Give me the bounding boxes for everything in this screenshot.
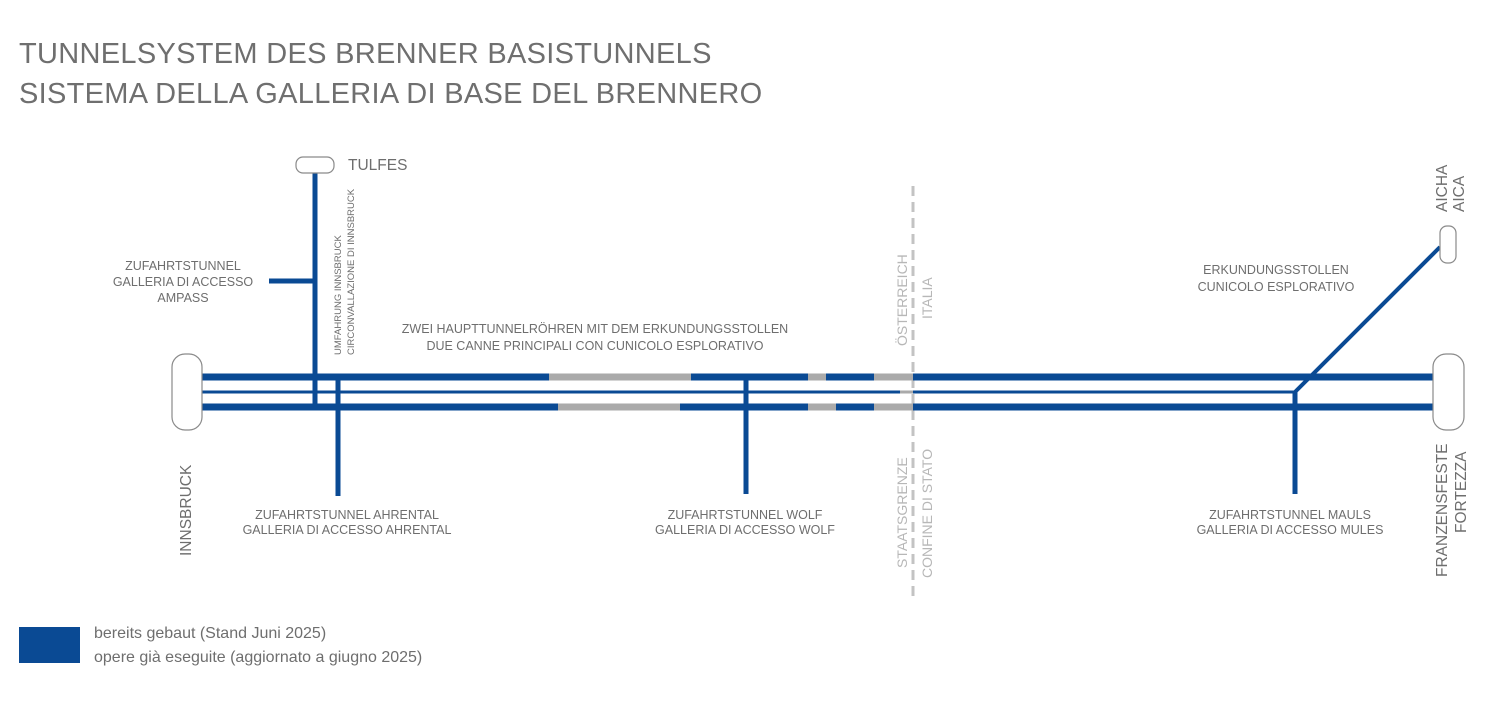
legend-swatch-built [19,627,80,663]
tulfes-portal [296,157,334,173]
exploratory-tunnel-label [1198,263,1355,294]
mauls-label [1197,508,1384,537]
svg-text:CUNICOLO ESPLORATIVO: CUNICOLO ESPLORATIVO [1197,280,1355,294]
svg-text:ZWEI HAUPTTUNNELRÖHREN MIT DEM: ZWEI HAUPTTUNNELRÖHREN MIT DEM ERKUNDUNGSSTOLLEN [401,322,789,336]
svg-text:UMFAHRUNG INNSBRUCK: UMFAHRUNG INNSBRUCK [333,235,344,355]
place-tulfes: TULFES [348,157,408,174]
main-tubes-label [402,322,788,353]
svg-text:ZUFAHRTSTUNNEL MAULS: ZUFAHRTSTUNNEL MAULS [1209,508,1371,522]
svg-text:GALLERIA DI ACCESSO: GALLERIA DI ACCESSO [112,275,254,289]
svg-text:ERKUNDUNGSSTOLLEN: ERKUNDUNGSSTOLLEN [1203,263,1349,277]
svg-text:GALLERIA DI ACCESSO AHRENTAL: GALLERIA DI ACCESSO AHRENTAL [242,523,452,537]
legend-text-de: bereits gebaut (Stand Juni 2025) [94,625,327,642]
svg-text:ZUFAHRTSTUNNEL AHRENTAL: ZUFAHRTSTUNNEL AHRENTAL [255,508,439,522]
wolf-label [655,508,835,537]
svg-text:GALLERIA DI ACCESSO MULES: GALLERIA DI ACCESSO MULES [1196,523,1384,537]
svg-text:GALLERIA DI ACCESSO WOLF: GALLERIA DI ACCESSO WOLF [655,523,835,537]
svg-text:ZUFAHRTSTUNNEL: ZUFAHRTSTUNNEL [125,259,241,273]
place-innsbruck: INNSBRUCK [178,464,195,556]
ampass-label [113,259,254,305]
title-line-de: TUNNELSYSTEM DES BRENNER BASISTUNNELS [19,38,712,70]
svg-text:AMPASS: AMPASS [157,291,209,305]
svg-text:DUE CANNE PRINCIPALI CON CUNIC: DUE CANNE PRINCIPALI CON CUNICOLO ESPLORATIVO [426,339,764,353]
innsbruck-bypass-label [333,188,357,355]
place-franzensfeste: FRANZENSFESTE [1434,443,1451,577]
border-country-north: ÖSTERREICH [894,254,910,346]
svg-text:ZUFAHRTSTUNNEL WOLF: ZUFAHRTSTUNNEL WOLF [667,508,823,522]
legend-text-it: opere già eseguite (aggiornato a giugno 2025) [94,649,423,666]
ahrental-label [243,508,452,537]
border-term-de: STAATSGRENZE [894,457,910,568]
place-aicha: AICHA [1434,164,1451,212]
franzensfeste-portal [1433,354,1464,430]
svg-text:CIRCONVALLAZIONE DI INNSBRUCK: CIRCONVALLAZIONE DI INNSBRUCK [346,188,357,355]
place-fortezza: FORTEZZA [1453,451,1470,533]
aicha-portal [1440,226,1456,263]
place-aica: AICA [1451,175,1468,212]
title-line-it: SISTEMA DELLA GALLERIA DI BASE DEL BRENNERO [19,78,763,110]
border-term-it: CONFINE DI STATO [919,448,935,578]
border-country-south: ITALIA [919,277,935,319]
innsbruck-portal [172,354,202,430]
